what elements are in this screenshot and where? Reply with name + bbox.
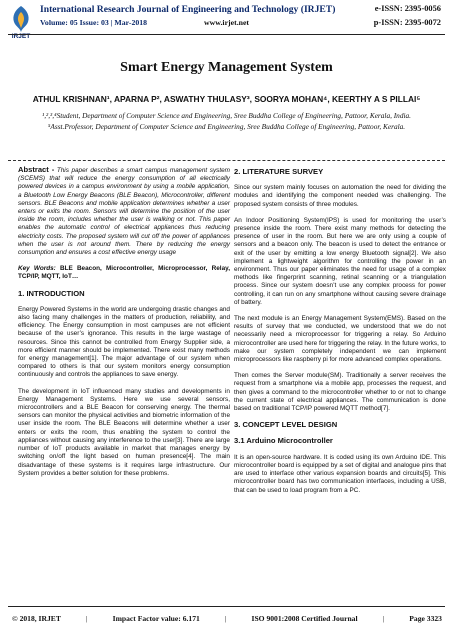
section-separator [8, 160, 445, 161]
introduction-paragraph-1: Energy Powered Systems in the world are undergoing drastic changes and also facing many challenges in the matters of production, reliability, and efficiency. The Energy consumption in most campuses are not efficient because of the user’s ignorance. This results in the large wastage of resources. Since this cannot be controlled from Energy Supplier side, a more efficient manner should be implemented. There exist many methods for energy management[1]. The major advantage of our system when compared to others is that our system monitors energy consumption continuously and controls the appliances to save energy. [18, 305, 230, 379]
paper-title: Smart Energy Management System [120, 60, 333, 75]
footer-impact-factor: Impact Factor value: 6.171 [112, 614, 200, 623]
literature-survey-heading: 2. LITERATURE SURVEY [234, 167, 324, 176]
footer-divider [8, 606, 445, 607]
affiliations [30, 111, 423, 132]
keywords-text: BLE Beacon, Microcontroller, Microprocessor, Relay, TCP/IP, MQTT, IoT… [18, 265, 230, 281]
volume-issue: Volume: 05 Issue: 03 | Mar-2018 [40, 18, 148, 27]
abstract-label: Abstract - [18, 165, 55, 174]
affiliation-students: ¹,²,³,⁴Student, Department of Computer Science and Engineering, Sree Buddha College of Engineering, Pattoor, Kerala, India. [42, 111, 411, 120]
footer-page-number: Page 3323 [409, 614, 442, 623]
literature-paragraph-2: An Indoor Positioning System(IPS) is used for monitoring the user’s presence inside the room. There exist many methods for detecting the presence of user in the room. But here we are only using a couple of sensors and a beacon only. The beacon is used to detect the entrance or exit of the user by emitting a low energy Bluetooth signal[2]. We also implement a lightweight algorithm for controlling the power in an environment. Thus our paper eliminates the need for usage of a complex methods like fingerprint scanning, retinal scanning or a triangulation process. Since our system doesn’t use any complex process for power controlling, it can run on any smartphone without causing severe drainage of battery. [234, 216, 446, 306]
left-column [18, 166, 230, 486]
footer-separator: | [224, 614, 227, 623]
concept-design-heading: 3. CONCEPT LEVEL DESIGN [234, 420, 338, 430]
literature-paragraph-1: Since our system mainly focuses on automation the need for dividing the modules and identifying the component needed was challenging. The proposed system consists of three modules. [234, 184, 446, 208]
author-list: ATHUL KRISHNAN¹, APARNA P², ASWATHY THULASY³, SOORYA MOHAN⁴, KEERTHY A S PILLAI⁵ [32, 94, 421, 104]
e-issn: e-ISSN: 2395-0056 [374, 4, 441, 13]
footer-separator: | [86, 614, 88, 623]
journal-name: International Research Journal of Engineering and Technology (IRJET) [40, 4, 336, 15]
arduino-subheading: 3.1 Arduino Microcontroller [234, 436, 333, 446]
footer-iso: ISO 9001:2008 Certified Journal [251, 614, 358, 623]
abstract [18, 166, 230, 257]
arduino-paragraph: It is an open-source hardware. It is coded using its own Arduino IDE. This microcontroller board is equipped by a set of digital and analogue pins that are used to interface other various expansion boards and circuits[5]. This microcontroller board has two communication interfaces, including a USB, that can be used to load program from a PC. [234, 453, 446, 494]
footer-separator: | [382, 614, 385, 623]
keywords-label: Key Words: [18, 265, 56, 273]
introduction-heading: 1. INTRODUCTION [18, 288, 85, 298]
page-footer [12, 614, 442, 623]
keywords [18, 265, 230, 281]
affiliation-professor: ⁵Asst.Professor, Department of Computer Science and Engineering, Sree Buddha College of Engineering, Pattoor, Kerala. [47, 121, 406, 131]
literature-paragraph-4: Then comes the Server module(SM). Traditionally a server receives the request from a smartphone via a mobile app, processes the request, and then gives a command to the microcontroller whether to or not to change the current state of electrical appliances. The communication is done based on traditional TCP/IP powered MQTT method[7]. [234, 372, 446, 413]
right-column [234, 166, 446, 503]
journal-header [0, 0, 453, 46]
abstract-text: This paper describes a smart campus management system (SCEMS) that will reduce the energy consumption of all electrically powered devices in a campus environment by using a mobile application, a Bluetooth Low Energy Beacons (BLE Beacon), Microcontroller, different sensors. BLE Beacons and mobile application determines whether a user enters or exits the room. Sensors will determine the position of the user inside the room, includes whether the user is walking or not. This paper enables the automatic control of electrical appliances thus reducing electricity costs. The proposed system will cut off the power of appliances when the user is not around them. There by reducing the energy consumption and ensures a cost effective energy usage [18, 167, 230, 257]
svg-text:IRJET: IRJET [11, 33, 31, 40]
footer-copyright: © 2018, IRJET [12, 614, 61, 623]
introduction-paragraph-2: The development in IoT influenced many studies and developments in Energy Management Systems. Here we use several sensors, microcontrollers and a BLE Beacon for conserving energy. The thermal sensors can monitor the physical activities and biometric information of the user inside the room. The BLE Beacons will determine whether a user enters or exits the room, thus enabling the system to control the appliances without causing any interference to the user[3]. There are large number of IoT products available in market that manages energy by switching on/off the light based on human presence[4]. The main disadvantage of these systems is it requires large infrastructure. Our System provides a better solution for these problems. [18, 387, 230, 477]
journal-website-link[interactable]: www.irjet.net [204, 18, 250, 27]
p-issn: p-ISSN: 2395-0072 [373, 18, 441, 27]
literature-paragraph-3: The next module is an Energy Management System(EMS). Based on the results of survey that we conducted, we understood that we do not necessarily need a microprocessor for triggering a relay. So Arduino microcontroller are used here for triggering the relay. In the future works, to make our system completely independent we can implement microprocessors like raspberry pi for more advanced complex operations. [234, 315, 446, 364]
header-divider [8, 34, 445, 35]
